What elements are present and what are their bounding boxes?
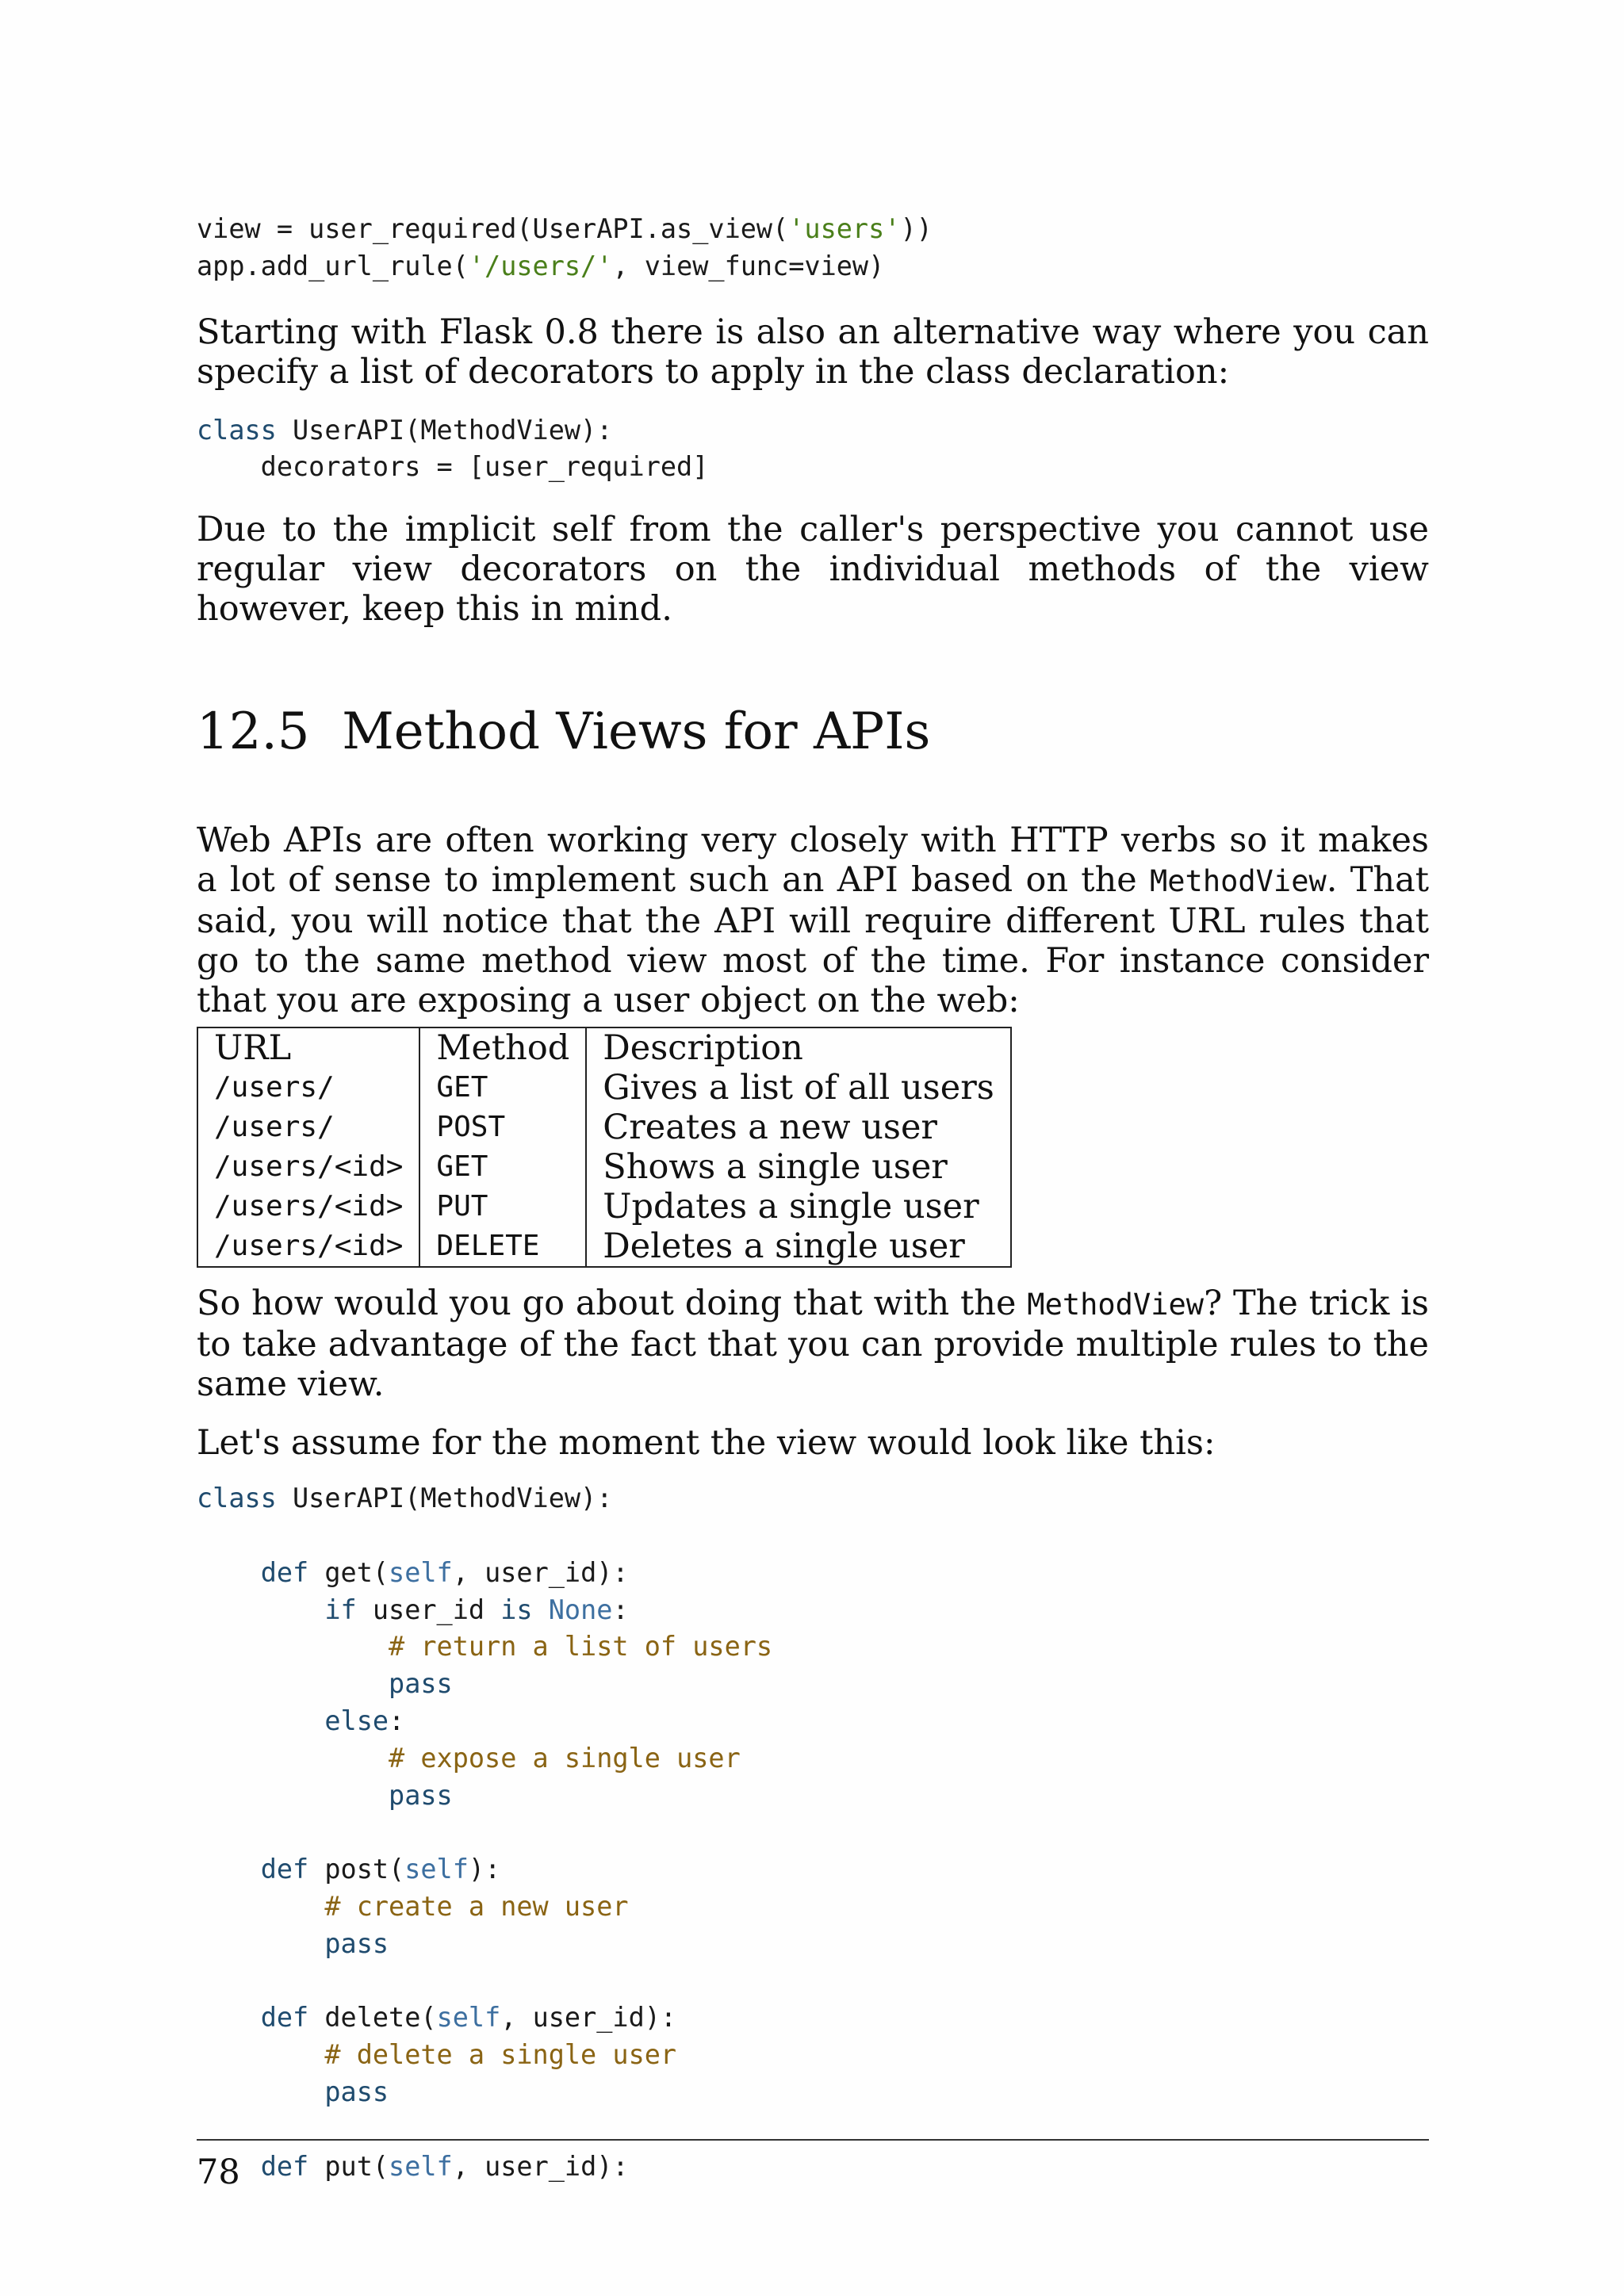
code-line — [197, 248, 1429, 285]
cell-url: /users/ — [197, 1068, 419, 1108]
code-token — [197, 1594, 324, 1625]
code-token — [197, 1631, 389, 1662]
header-method: Method — [419, 1027, 586, 1068]
table-row — [197, 1068, 1011, 1108]
code-token — [197, 1854, 261, 1885]
cell-method: PUT — [419, 1187, 586, 1226]
code-token: 'users' — [788, 213, 901, 244]
code-token — [197, 1780, 389, 1811]
code-token: def — [260, 2150, 309, 2182]
text-run: ? The trick is to take advantage of the fact that you can provide multiple rules to the same view. — [197, 1284, 1429, 1405]
code-token — [197, 1557, 261, 1588]
code-token: delete( — [308, 2002, 437, 2034]
code-token — [197, 1891, 324, 1922]
code-token — [197, 1668, 389, 1699]
url-rules-table — [197, 1027, 1012, 1268]
code-token: class — [197, 414, 277, 446]
text-run: Web APIs are often working very closely with HTTP verbs so it makes a lot of sense to implement such an API based on the — [197, 821, 1429, 901]
footer-rule — [197, 2139, 1429, 2141]
code-line — [197, 1555, 1429, 1592]
code-token — [197, 2002, 261, 2033]
cell-description: Shows a single user — [586, 1147, 1011, 1187]
code-token: post( — [308, 1854, 405, 1885]
code-line — [197, 1517, 1429, 1555]
code-token: self — [389, 2150, 453, 2182]
code-token — [197, 1705, 324, 1736]
cell-method: POST — [419, 1108, 586, 1147]
cell-method: DELETE — [419, 1226, 586, 1267]
text-run: So how would you go about doing that with the — [197, 1284, 1028, 1324]
cell-description: Deletes a single user — [586, 1226, 1011, 1267]
inline-code-methodview: MethodView — [1150, 864, 1327, 899]
code-token — [197, 1743, 389, 1774]
code-token — [197, 2039, 324, 2070]
code-line — [197, 2074, 1429, 2111]
code-line — [197, 1666, 1429, 1703]
paragraph-assume-view: Let's assume for the moment the view would look like this: — [197, 1423, 1216, 1464]
code-token: # return a list of users — [389, 1631, 773, 1663]
code-token: UserAPI(MethodView): — [276, 1483, 613, 1514]
cell-description: Gives a list of all users — [586, 1068, 1011, 1108]
code-token — [197, 1928, 324, 1959]
code-token: pass — [389, 1779, 453, 1811]
code-line — [197, 211, 1429, 248]
code-line — [197, 1963, 1429, 2000]
code-token: UserAPI(MethodView): — [276, 414, 613, 446]
cell-method: GET — [419, 1147, 586, 1187]
code-token: # expose a single user — [389, 1742, 741, 1774]
inline-code-methodview: MethodView — [1027, 1288, 1205, 1322]
paragraph-implicit-self: Due to the implicit self from the caller's perspective you cannot use regular view decorators on the individual methods of the view however, keep this in mind. — [197, 510, 1429, 629]
code-block-decorators — [197, 412, 1429, 487]
code-line — [197, 1777, 1429, 1815]
cell-url: /users/<id> — [197, 1226, 419, 1267]
code-token: pass — [324, 1927, 389, 1959]
code-token: self — [404, 1854, 469, 1885]
code-token — [197, 2076, 324, 2107]
cell-url: /users/<id> — [197, 1147, 419, 1187]
paragraph-how-to — [197, 1284, 1429, 1404]
code-token: ): — [468, 1854, 501, 1885]
table-row — [197, 1226, 1011, 1267]
code-token: self — [389, 1556, 453, 1588]
table-row — [197, 1147, 1011, 1187]
paragraph-web-apis — [197, 821, 1429, 1020]
code-line — [197, 1740, 1429, 1777]
code-token: , user_id): — [452, 1556, 629, 1588]
code-line — [197, 449, 1429, 486]
cell-url: /users/ — [197, 1108, 419, 1147]
table-header-row — [197, 1027, 1011, 1068]
code-token: else — [324, 1705, 389, 1736]
code-token: def — [260, 1556, 309, 1588]
code-token: : — [612, 1594, 629, 1625]
cell-description: Updates a single user — [586, 1187, 1011, 1226]
code-line — [197, 2037, 1429, 2074]
code-token: : — [389, 1705, 405, 1736]
code-line — [197, 1814, 1429, 1851]
code-token: '/users/' — [468, 250, 613, 281]
code-line — [197, 1592, 1429, 1629]
code-line — [197, 2149, 1429, 2186]
code-line — [197, 412, 1429, 450]
section-heading — [197, 700, 1429, 763]
code-token: view = user_required(UserAPI.as_view( — [197, 213, 789, 244]
header-description: Description — [586, 1027, 1011, 1068]
table-row — [197, 1108, 1011, 1147]
code-token: None — [548, 1594, 613, 1625]
code-token: def — [260, 1854, 309, 1885]
code-token: , user_id): — [500, 2002, 677, 2034]
page-body — [197, 208, 1429, 2185]
code-token: class — [197, 1483, 277, 1514]
code-token: self — [436, 2002, 501, 2034]
code-block-view — [197, 211, 1429, 285]
code-token: # create a new user — [324, 1890, 629, 1922]
code-line — [197, 1851, 1429, 1888]
section-title: Method Views for APIs — [342, 702, 931, 762]
code-token: )) — [900, 213, 933, 244]
code-token: # delete a single user — [324, 2039, 677, 2071]
code-token: user_id — [356, 1594, 501, 1625]
code-line — [197, 1888, 1429, 1926]
code-line — [197, 1480, 1429, 1517]
code-token: pass — [389, 1668, 453, 1700]
paragraph-decorators-intro: Starting with Flask 0.8 there is also an alternative way where you can specify a list of decorators to apply in the class declaration: — [197, 312, 1429, 392]
code-token: if — [324, 1594, 357, 1625]
code-line — [197, 2111, 1429, 2149]
code-token — [533, 1594, 549, 1625]
code-line — [197, 1926, 1429, 1963]
code-token: is — [500, 1594, 533, 1625]
code-line — [197, 1999, 1429, 2037]
text-run: . That said, you will notice that the API will require different URL rules that go to the same method view most of the time. For instance consider that you are exposing a user object on the web: — [197, 860, 1429, 1021]
code-token: put( — [308, 2150, 389, 2182]
header-url: URL — [197, 1027, 419, 1068]
code-token: , user_id): — [452, 2150, 629, 2182]
page-number: 78 — [197, 2152, 240, 2192]
code-token: pass — [324, 2076, 389, 2107]
code-token: , view_func=view) — [612, 250, 885, 281]
table-row — [197, 1187, 1011, 1226]
code-line — [197, 1703, 1429, 1740]
code-token: decorators = [user_required] — [197, 451, 709, 483]
code-token: app.add_url_rule( — [197, 250, 469, 281]
code-line — [197, 1628, 1429, 1666]
section-number: 12.5 — [197, 702, 310, 762]
cell-description: Creates a new user — [586, 1108, 1011, 1147]
code-block-userapi — [197, 1480, 1429, 2185]
code-token: def — [260, 2002, 309, 2034]
cell-url: /users/<id> — [197, 1187, 419, 1226]
cell-method: GET — [419, 1068, 586, 1108]
code-token: get( — [308, 1556, 389, 1588]
